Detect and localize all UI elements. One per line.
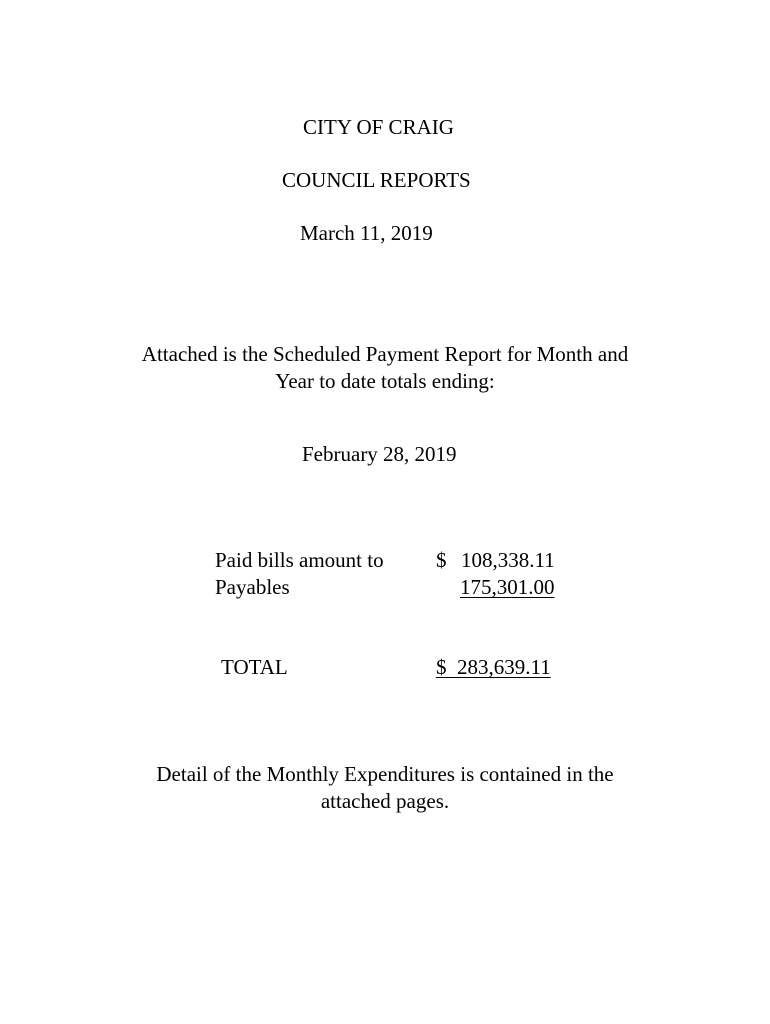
city-name: CITY OF CRAIG xyxy=(303,115,454,139)
paid-bills-amount: 108,338.11 xyxy=(461,548,555,572)
intro-line-1: Attached is the Scheduled Payment Report for Month and xyxy=(141,342,629,366)
intro-line-2: Year to date totals ending: xyxy=(275,369,495,393)
paid-bills-label: Paid bills amount to xyxy=(215,548,384,572)
payables-label: Payables xyxy=(215,575,290,599)
footer-line-1: Detail of the Monthly Expenditures is contained in the xyxy=(156,762,614,786)
report-title: COUNCIL REPORTS xyxy=(282,168,471,192)
footer-line-2: attached pages. xyxy=(320,789,450,813)
report-date: March 11, 2019 xyxy=(300,221,433,245)
paid-bills-currency: $ xyxy=(436,548,447,572)
total-label: TOTAL xyxy=(221,655,288,679)
total-amount: $ 283,639.11 xyxy=(436,655,551,679)
payables-amount: 175,301.00 xyxy=(460,575,555,599)
period-end-date: February 28, 2019 xyxy=(302,442,457,466)
